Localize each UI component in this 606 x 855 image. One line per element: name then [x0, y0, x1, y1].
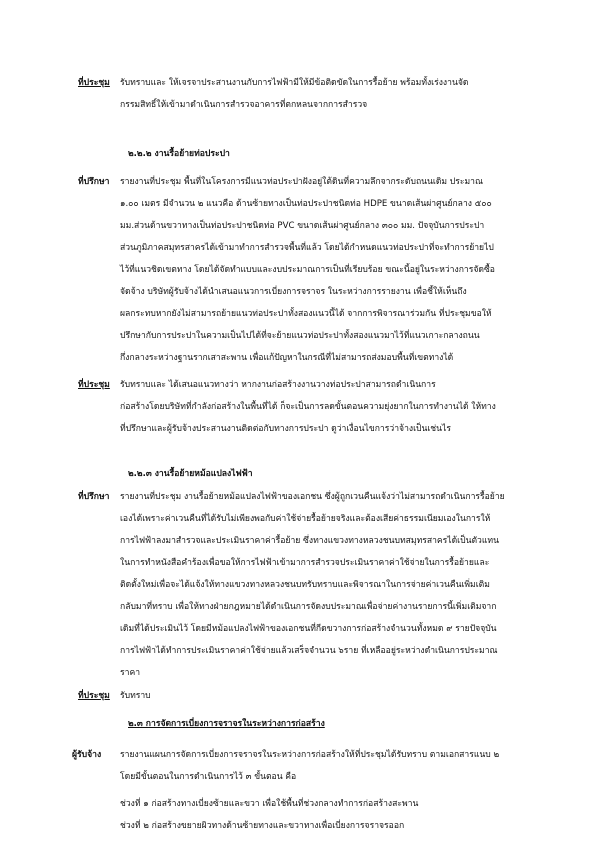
advisor-text-line: กลับมาที่ทราบ เพื่อให้ทางฝ่ายกฎหมายได้ดำเนินการจัดงบประมาณเพื่อจ่ายค่างานรายการนี้เพิ่มเติมจาก — [120, 602, 497, 612]
advisor-text-line: ราคา — [120, 668, 141, 678]
advisor-text-line: เองได้เพราะค่าเวนคืนที่ได้รับไม่เพียงพอกับค่าใช้จ่ายรื้อย้ายจริงและต้องเสียค่าธรรมเนียมเองในการให้ — [120, 514, 491, 524]
advisor-text-line: ปรึกษากับการประปาในความเป็นไปได้ที่จะย้ายแนวท่อประปาทั้งสองแนวมาไว้ที่แนวเกาะกลางถนน — [120, 331, 480, 341]
advisor-text-line: การไฟฟ้าได้ทำการประเมินราคาค่าใช้จ่ายแล้วเสร็จจำนวน ๖ราย ที่เหลืออยู่ระหว่างดำเนินการประมาณ — [120, 646, 498, 656]
section-heading: ๒.๒.๓ งานรื้อย้ายหม้อแปลงไฟฟ้า — [128, 469, 253, 479]
resolution-text-line: รับทราบ — [120, 691, 151, 701]
advisor-text-line: ๑.๐๐ เมตร มีจำนวน ๒ แนวคือ ด้านซ้ายทางเป็นท่อประปาชนิดท่อ HDPE ขนาดเส้นผ่าศูนย์กลาง ๕๐๐ — [120, 199, 492, 209]
phase-item: ช่วงที่ ๑ ก่อสร้างทางเบี่ยงซ้ายและขวา เพื่อใช้พื้นที่ช่วงกลางทำการก่อสร้างสะพาน — [120, 799, 419, 809]
advisor-text-line: รายงานที่ประชุม งานรื้อย้ายหม้อแปลงไฟฟ้าของเอกชน ซึ่งผู้ถูกเวนคืนแจ้งว่าไม่สามารถดำเนินการรื้อย้าย — [120, 492, 505, 502]
advisor-text-line: ในการทำหนังสือคำร้องเพื่อขอให้การไฟฟ้าเข้ามาการสำรวจประเมินราคาค่าใช้จ่ายในการรื้อย้ายและ — [120, 558, 490, 568]
phase-item: ช่วงที่ ๒ ก่อสร้างขยายผิวทางด้านซ้ายทางและขวาทางเพื่อเบี่ยงการจราจรออก — [120, 821, 405, 831]
advisor-label: ที่ปรึกษา — [78, 177, 110, 187]
advisor-text-line: รายงานที่ประชุม พื้นที่ในโครงการมีแนวท่อประปาฝังอยู่ใต้ดินที่ความลึกจากระดับถนนเดิม ประมาณ — [120, 177, 483, 187]
advisor-text-line: มม.ส่วนด้านขวาทางเป็นท่อประปาชนิดท่อ PVC ขนาดเส้นผ่าศูนย์กลาง ๓๐๐ มม. ปัจจุบันการประปา — [120, 221, 485, 231]
advisor-text-line: ไว้ที่แนวชิดเขตทาง โดยได้จัดทำแบบและงบประมาณการเป็นที่เรียบร้อย ขณะนี้อยู่ในระหว่างการจัดซื้อ — [120, 265, 495, 275]
advisor-text-line: เดิมที่ได้ประเมินไว้ โดยมีหม้อแปลงไฟฟ้าของเอกชนที่กีดขวางการก่อสร้างจำนวนทั้งหมด ๙ รายปัจจุบัน — [120, 624, 497, 634]
advisor-text-line: ผลกระทบหากยังไม่สามารถย้ายแนวท่อประปาทั้งสองแนวนี้ได้ จากการพิจารณาร่วมกัน ที่ประชุมขอให้ — [120, 309, 492, 319]
contractor-text-line: รายงานแผนการจัดการเบี่ยงการจราจรในระหว่างการก่อสร้างให้ที่ประชุมได้รับทราบ ตามเอกสารแนบ ๒ — [120, 750, 500, 760]
resolution-text-line: ที่ปรึกษาและผู้รับจ้างประสานงานติดต่อกับทางการประปา ดูว่าเงื่อนไขการว่าจ้างเป็นเช่นไร — [120, 424, 451, 434]
contractor-text-line: โดยมีขั้นตอนในการดำเนินการไว้ ๓ ขั้นตอน คือ — [120, 772, 297, 782]
advisor-text-line: กึ่งกลางระหว่างฐานรากเสาสะพาน เพื่อแก้ปัญหาในกรณีที่ไม่สามารถส่งมอบพื้นที่เขตทางได้ — [120, 353, 454, 363]
resolution-label: ที่ประชุม — [78, 380, 110, 390]
advisor-text-line: ส่วนภูมิภาคสมุทรสาครได้เข้ามาทำการสำรวจพื้นที่แล้ว โดยได้กำหนดแนวท่อประปาที่จะทำการย้ายไป — [120, 243, 494, 253]
advisor-label: ที่ปรึกษา — [78, 492, 110, 502]
section-heading: ๒.๓ การจัดการเบี่ยงการจราจรในระหว่างการก่อสร้าง — [128, 719, 325, 729]
resolution-text-line: รับทราบและ ให้เจรจาประสานงานกับการไฟฟ้ามีให้มีข้อติดขัดในการรื้อย้าย พร้อมทั้งเร่งงานจัด — [120, 78, 469, 88]
advisor-text-line: ติดตั้งใหม่เพื่อจะได้แจ้งให้ทางแขวงทางหลวงชนบทรับทราบและพิจารณาในการจ่ายค่าเวนคืนเพิ่มเติม — [120, 580, 490, 590]
resolution-label: ที่ประชุม — [78, 691, 110, 701]
resolution-text-line: กรรมสิทธิ์ให้เข้ามาดำเนินการสำรวจอาคารที่ตกหลนจากการสำรวจ — [120, 100, 368, 110]
advisor-text-line: จัดจ้าง บริษัทผู้รับจ้างได้นำเสนอแนวการเบี่ยงการจราจร ในระหว่างการรายงาน เพื่อชี้ให้เห็นถึง — [120, 287, 467, 297]
resolution-label: ที่ประชุม — [78, 78, 110, 88]
advisor-text-line: การไฟฟ้าลงมาสำรวจและประเมินราคาค่ารื้อย้าย ซึ่งทางแขวงทางหลวงชนบทสมุทรสาครได้เป็นตัวแทน — [120, 536, 499, 546]
resolution-text-line: รับทราบและ ได้เสนอแนวทางว่า หากงานก่อสร้างงานวางท่อประปาสามารถดำเนินการ — [120, 380, 436, 390]
contractor-label: ผู้รับจ้าง — [72, 750, 102, 760]
resolution-text-line: ก่อสร้างโดยบริษัทที่กำลังก่อสร้างในพื้นที่ได้ ก็จะเป็นการลดขั้นตอนความยุ่งยากในการทำงานได้ ให้ทาง — [120, 402, 496, 412]
section-heading: ๒.๒.๒ งานรื้อย้ายท่อประปา — [128, 149, 230, 159]
